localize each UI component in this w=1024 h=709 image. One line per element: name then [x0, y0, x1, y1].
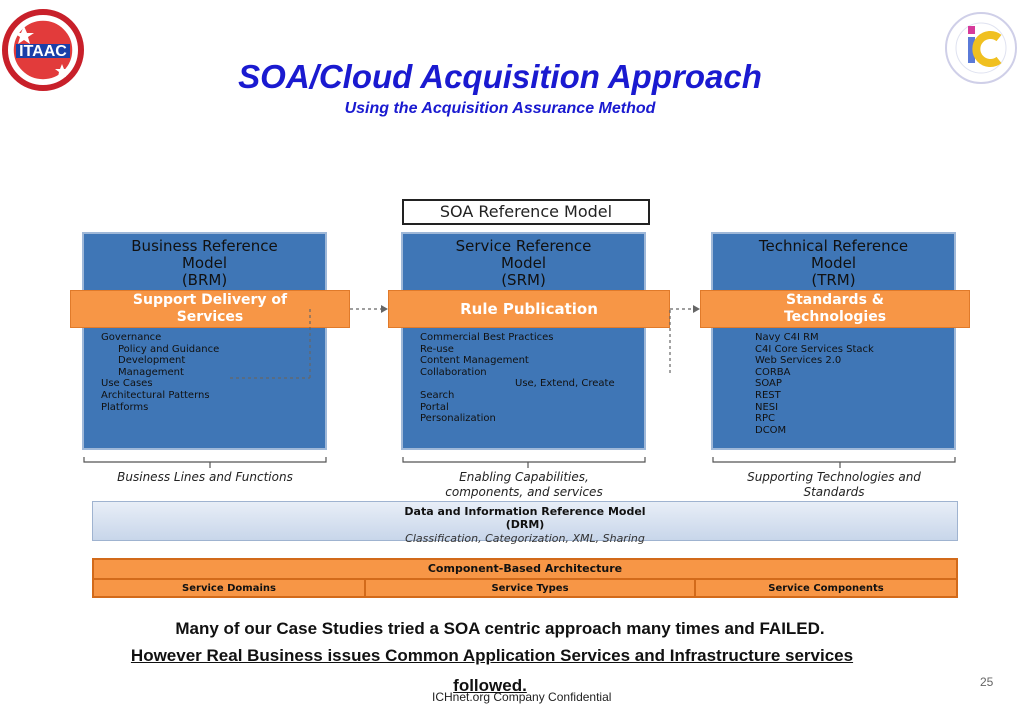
cba-title: Component-Based Architecture — [94, 560, 956, 580]
srm-items — [420, 332, 645, 425]
soa-reference-model-label: SOA Reference Model — [402, 199, 650, 225]
list-item: Portal — [420, 401, 449, 413]
list-item: NESI — [755, 401, 779, 413]
trm-items — [755, 332, 874, 436]
cba-cell-service-types: Service Types — [366, 580, 696, 598]
list-item: DCOM — [755, 424, 787, 436]
itaac-logo-text: ITAAC — [19, 43, 67, 60]
footer-confidential: ICHnet.org Company Confidential — [432, 690, 612, 704]
trm-banner: Standards & Technologies — [700, 290, 970, 328]
brm-items — [101, 332, 219, 413]
list-item: CORBA — [755, 366, 791, 378]
cba-cell-service-domains: Service Domains — [94, 580, 366, 598]
list-item: Search — [420, 389, 455, 401]
list-item: Use, Extend, Create — [515, 378, 615, 390]
list-item: Architectural Patterns — [101, 389, 210, 401]
list-item: SOAP — [755, 378, 782, 390]
list-item: C4I Core Services Stack — [755, 343, 874, 355]
list-item: Platforms — [101, 401, 149, 413]
drm-subtitle: Classification, Categorization, XML, Sharing — [405, 532, 645, 545]
list-item: Governance — [101, 332, 162, 343]
statement-line-1: Many of our Case Studies tried a SOA centric approach many times and FAILED. — [175, 619, 825, 638]
slide-title: SOA/Cloud Acquisition Approach — [238, 58, 762, 95]
component-based-architecture — [92, 558, 958, 598]
drm-abbr: (DRM) — [505, 518, 545, 531]
list-item: Re-use — [420, 343, 454, 355]
srm-banner: Rule Publication — [388, 290, 670, 328]
slide-subtitle: Using the Acquisition Assurance Method — [344, 100, 656, 117]
list-item: Commercial Best Practices — [420, 332, 554, 343]
page-number: 25 — [980, 675, 994, 689]
list-item: REST — [755, 389, 781, 401]
trm-title: Technical Reference Model (TRM) — [758, 237, 909, 289]
list-item: Use Cases — [101, 378, 153, 390]
srm-title: Service Reference Model (SRM) — [455, 237, 592, 289]
list-item: Content Management — [420, 355, 529, 367]
srm-caption: Enabling Capabilities, components, and services — [445, 470, 603, 499]
brm-banner: Support Delivery of Services — [70, 290, 350, 328]
trm-caption: Supporting Technologies and Standards — [747, 470, 921, 499]
list-item: RPC — [755, 413, 775, 425]
list-item: Web Services 2.0 — [755, 355, 842, 367]
statement-line-2: However Real Business issues Common Application Services and Infrastructure services — [130, 646, 854, 665]
list-item: Navy C4I RM — [755, 332, 819, 343]
list-item: Management — [118, 366, 184, 378]
list-item: Collaboration — [420, 366, 487, 378]
statement-line-3: followed. — [453, 676, 527, 695]
brm-title: Business Reference Model (BRM) — [131, 237, 278, 289]
brm-caption: Business Lines and Functions — [117, 470, 293, 484]
cba-cell-service-components: Service Components — [768, 583, 884, 594]
list-item: Development — [118, 355, 186, 367]
list-item: Personalization — [420, 413, 496, 425]
cba-cells — [94, 580, 956, 598]
list-item: Policy and Guidance — [118, 343, 220, 355]
drm-title: Data and Information Reference Model — [404, 505, 646, 518]
